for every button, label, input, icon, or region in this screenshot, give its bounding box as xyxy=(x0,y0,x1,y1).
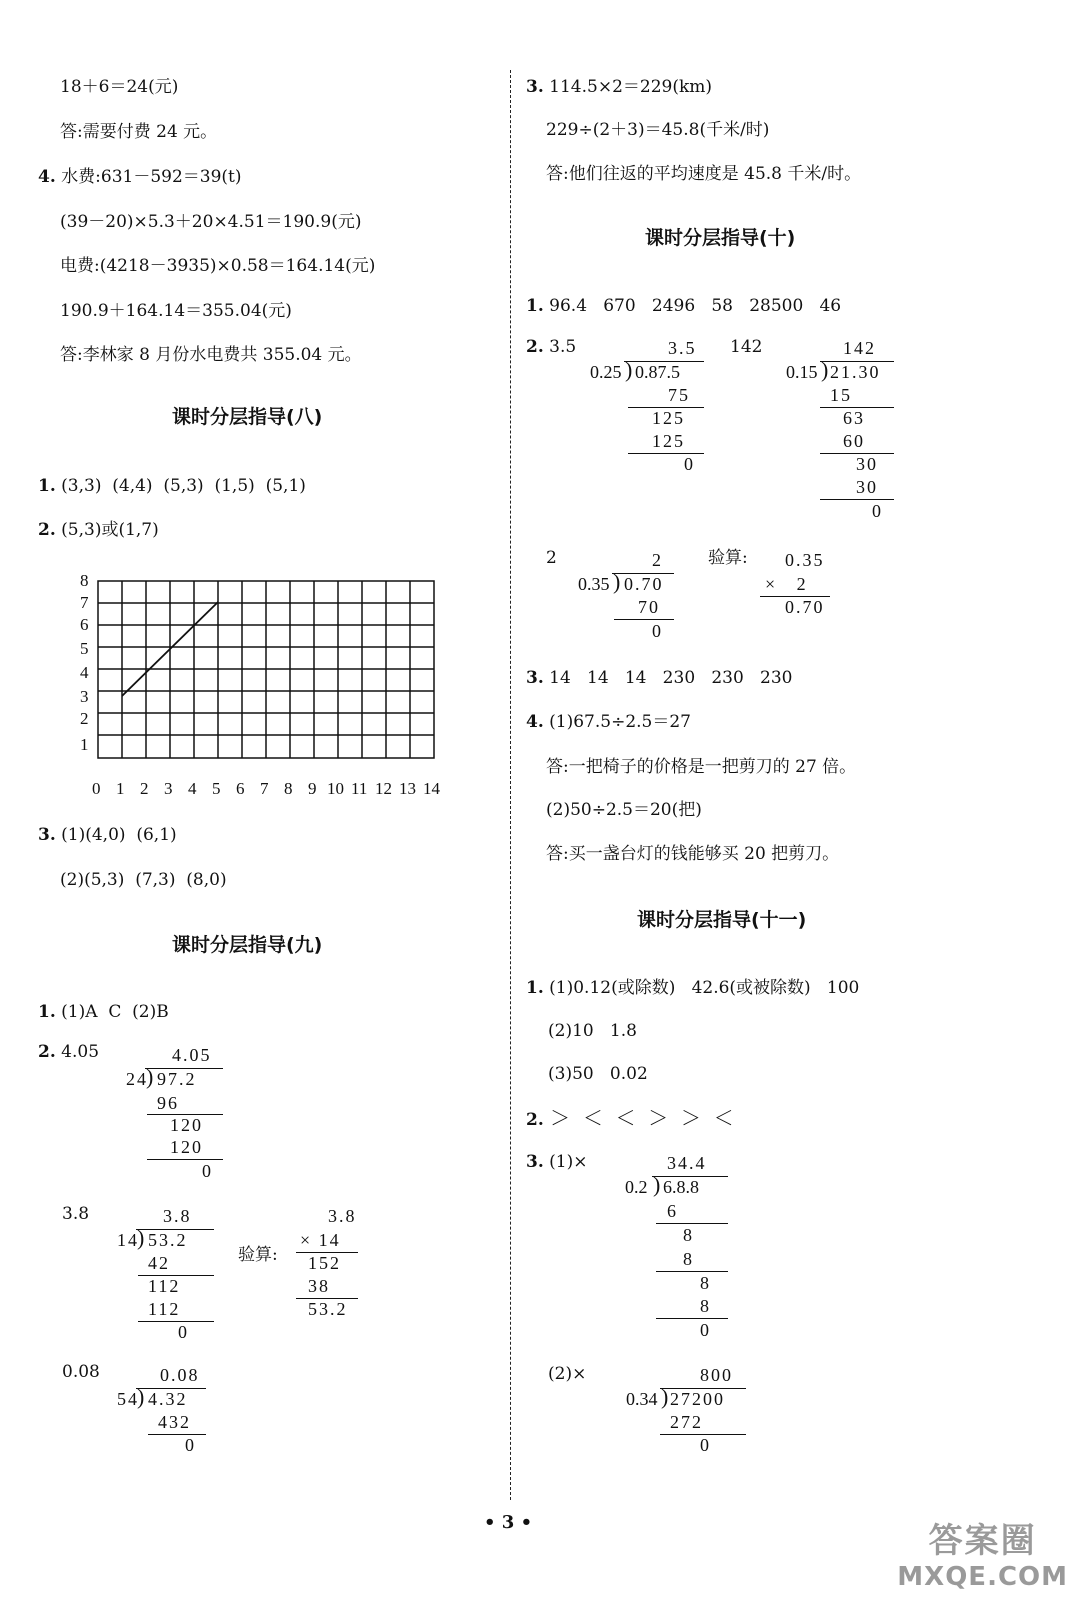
divisor: 0.2 xyxy=(625,1177,648,1197)
step-rule xyxy=(656,1271,728,1272)
division-bracket: ) xyxy=(137,1225,147,1250)
factor: × 14 xyxy=(300,1230,341,1250)
grid-y-label: 5 xyxy=(80,639,89,658)
grid-x-label: 3 xyxy=(164,779,173,798)
dividend: 53.2 xyxy=(148,1230,188,1250)
question-text: 4.05 xyxy=(61,1042,100,1062)
quotient: 0.08 xyxy=(160,1365,200,1385)
calc-line: (2)50÷2.5＝20(把) xyxy=(546,800,702,820)
step: 125 xyxy=(652,431,685,451)
step-rule xyxy=(614,619,674,620)
step: 6 xyxy=(667,1201,678,1221)
grid-x-label: 7 xyxy=(260,779,269,798)
question-text: (5,3)或(1,7) xyxy=(61,520,159,540)
watermark-logo xyxy=(897,1513,1068,1592)
question-number: 2. xyxy=(38,1042,56,1062)
step: 30 xyxy=(856,477,878,497)
answer-line: (2)10 1.8 xyxy=(548,1021,637,1041)
division-bracket: ) xyxy=(653,1172,663,1197)
grid-x-label: 11 xyxy=(351,779,368,798)
answer-value: 3.8 xyxy=(62,1204,90,1224)
check-label: 验算: xyxy=(238,1245,278,1265)
grid-x-label: 9 xyxy=(308,779,317,798)
dividend: 0.70 xyxy=(624,574,664,594)
dividend: 6.8.8 xyxy=(663,1177,699,1197)
question-text: ＞ ＜ ＜ ＞ ＞ ＜ xyxy=(550,1106,734,1130)
question-number: 3. xyxy=(526,77,544,97)
answer-value: 2 xyxy=(546,548,557,568)
factor: 3.8 xyxy=(328,1206,357,1226)
grid-x-label: 12 xyxy=(375,779,392,798)
grid-y-label: 3 xyxy=(80,687,89,706)
s8-question-2 xyxy=(38,522,159,539)
step: 8 xyxy=(700,1296,711,1316)
remainder: 0 xyxy=(178,1322,189,1342)
step: 75 xyxy=(668,385,690,405)
question-text: 114.5×2＝229(km) xyxy=(549,77,713,97)
answer-line: (2)(5,3) (7,3) (8,0) xyxy=(60,870,227,890)
product: 0.70 xyxy=(785,597,825,617)
question-text: (1)A C (2)B xyxy=(61,1002,169,1022)
product: 53.2 xyxy=(308,1299,348,1319)
s10-question-4 xyxy=(526,714,691,731)
quotient: 3.5 xyxy=(668,338,697,358)
watermark-line: 答案圈 xyxy=(928,1521,1037,1561)
quotient: 142 xyxy=(843,338,876,358)
grid-x-label: 6 xyxy=(236,779,245,798)
answer-line: 答:他们往返的平均速度是 45.8 千米/时。 xyxy=(546,164,862,184)
watermark-line: MXQE.COM xyxy=(897,1562,1068,1592)
remainder: 0 xyxy=(872,501,883,521)
s11-question-2 xyxy=(526,1108,734,1129)
question-number: 1. xyxy=(526,296,544,316)
question-number: 3. xyxy=(526,668,544,688)
partial-product: 152 xyxy=(308,1253,341,1273)
step-rule xyxy=(147,1159,223,1160)
question-text: (1)0.12(或除数) 42.6(或被除数) 100 xyxy=(549,978,860,998)
answer-line: 答:需要付费 24 元。 xyxy=(60,122,218,142)
question-text: 3.5 xyxy=(549,337,577,357)
step-rule xyxy=(138,1321,214,1322)
s9-question-2 xyxy=(38,1044,99,1061)
question-text: 水费:631－592＝39(t) xyxy=(61,167,242,187)
step: 8 xyxy=(700,1273,711,1293)
grid-y-label: 2 xyxy=(80,709,89,728)
question-text: (1)(4,0) (6,1) xyxy=(61,825,177,845)
question-text: (1)× xyxy=(549,1152,588,1172)
s10-question-3 xyxy=(526,670,792,687)
step-rule xyxy=(656,1223,728,1224)
grid-x-label: 14 xyxy=(423,779,440,798)
quotient: 3.8 xyxy=(163,1206,192,1226)
step: 112 xyxy=(148,1299,181,1319)
question-number: 1. xyxy=(526,978,544,998)
page-number: • 3 • xyxy=(484,1512,533,1533)
divisor: 24 xyxy=(126,1069,148,1089)
s8-question-1 xyxy=(38,478,306,495)
s8-question-3 xyxy=(38,827,177,844)
grid-y-label: 4 xyxy=(80,663,89,682)
grid-y-label: 1 xyxy=(80,735,89,754)
divisor: 54 xyxy=(117,1389,139,1409)
remainder: 0 xyxy=(700,1435,711,1455)
question-text: (1)67.5÷2.5＝27 xyxy=(549,712,691,732)
step: 125 xyxy=(652,408,685,428)
calc-line: 229÷(2＋3)＝45.8(千米/时) xyxy=(546,120,770,140)
dividend: 21.30 xyxy=(830,362,881,382)
factor: × 2 xyxy=(765,574,808,594)
calc-line: 190.9＋164.14＝355.04(元) xyxy=(60,301,292,321)
column-divider xyxy=(510,70,511,1500)
divisor: 0.34 xyxy=(626,1389,658,1409)
step: 432 xyxy=(158,1412,191,1432)
step: 42 xyxy=(148,1253,170,1273)
quotient: 2 xyxy=(652,550,663,570)
quotient: 4.05 xyxy=(172,1045,212,1065)
grid-y-label: 7 xyxy=(80,593,89,612)
question-number: 4. xyxy=(526,712,544,732)
question-number: 1. xyxy=(38,476,56,496)
division-bracket: ) xyxy=(137,1384,147,1409)
remainder: 0 xyxy=(185,1435,196,1455)
s11-question-3 xyxy=(526,1154,587,1171)
quotient: 34.4 xyxy=(667,1153,707,1173)
question-number: 2. xyxy=(38,520,56,540)
divisor: 0.25 xyxy=(590,362,622,382)
question-number: 4. xyxy=(38,167,56,187)
step-rule xyxy=(656,1318,728,1319)
question-3 xyxy=(526,79,712,96)
remainder: 0 xyxy=(684,454,695,474)
grid-x-label: 5 xyxy=(212,779,221,798)
grid-y-label: 6 xyxy=(80,615,89,634)
step: 120 xyxy=(170,1137,203,1157)
divisor: 0.15 xyxy=(786,362,818,382)
grid-x-label: 0 xyxy=(92,779,101,798)
grid-x-label: 2 xyxy=(140,779,149,798)
division-bracket: ) xyxy=(661,1384,671,1409)
dividend: 0.87.5 xyxy=(635,362,680,382)
divisor: 14 xyxy=(117,1230,139,1250)
step: 30 xyxy=(856,454,878,474)
grid-lines xyxy=(98,581,434,758)
question-number: 3. xyxy=(38,825,56,845)
answer-line: 答:一把椅子的价格是一把剪刀的 27 倍。 xyxy=(546,757,857,777)
step: 120 xyxy=(170,1115,203,1135)
step-rule xyxy=(148,1434,206,1435)
partial-product: 38 xyxy=(308,1276,330,1296)
step: 8 xyxy=(683,1225,694,1245)
answer-value: 142 xyxy=(730,337,763,357)
remainder: 0 xyxy=(700,1320,711,1340)
answer-value: (2)× xyxy=(548,1364,587,1384)
division-bracket: ) xyxy=(821,357,831,382)
answer-line: (3)50 0.02 xyxy=(548,1064,648,1084)
dividend: 97.2 xyxy=(157,1069,197,1089)
grid-x-label: 10 xyxy=(327,779,344,798)
calc-line: 18＋6＝24(元) xyxy=(60,77,179,97)
s11-question-1 xyxy=(526,980,859,997)
grid-x-label: 8 xyxy=(284,779,293,798)
step-rule xyxy=(820,499,894,500)
answer-line: 答:买一盏台灯的钱能够买 20 把剪刀。 xyxy=(546,844,840,864)
question-number: 2. xyxy=(526,1110,544,1130)
answer-line: 答:李林家 8 月份水电费共 355.04 元。 xyxy=(60,345,362,365)
division-bracket: ) xyxy=(613,569,623,594)
question-number: 2. xyxy=(526,337,544,357)
s10-question-2 xyxy=(526,339,576,356)
coordinate-grid xyxy=(72,568,452,808)
question-text: (3,3) (4,4) (5,3) (1,5) (5,1) xyxy=(61,476,306,496)
step: 8 xyxy=(683,1249,694,1269)
dividend: 4.32 xyxy=(148,1389,188,1409)
question-4 xyxy=(38,169,242,186)
question-number: 3. xyxy=(526,1152,544,1172)
division-bracket: ) xyxy=(625,357,635,382)
step: 70 xyxy=(638,597,660,617)
step: 96 xyxy=(157,1093,179,1113)
calc-line: 电费:(4218－3935)×0.58＝164.14(元) xyxy=(60,256,376,276)
section-heading-10: 课时分层指导(十) xyxy=(645,227,796,249)
check-label: 验算: xyxy=(708,548,748,568)
s10-question-1 xyxy=(526,298,841,315)
section-heading-11: 课时分层指导(十一) xyxy=(637,909,807,931)
step: 15 xyxy=(830,385,852,405)
grid-x-label: 1 xyxy=(116,779,125,798)
grid-y-label: 8 xyxy=(80,571,89,590)
divisor: 0.35 xyxy=(578,574,610,594)
step: 112 xyxy=(148,1276,181,1296)
remainder: 0 xyxy=(202,1161,213,1181)
grid-x-label: 4 xyxy=(188,779,197,798)
step: 272 xyxy=(670,1412,703,1432)
s9-question-1 xyxy=(38,1004,169,1021)
dividend: 27200 xyxy=(670,1389,725,1409)
calc-line: (39－20)×5.3＋20×4.51＝190.9(元) xyxy=(60,212,362,232)
division-bracket: ) xyxy=(146,1064,156,1089)
remainder: 0 xyxy=(652,621,663,641)
quotient: 800 xyxy=(700,1365,733,1385)
factor: 0.35 xyxy=(785,550,825,570)
question-number: 1. xyxy=(38,1002,56,1022)
section-heading-8: 课时分层指导(八) xyxy=(172,406,323,428)
grid-x-label: 13 xyxy=(399,779,416,798)
section-heading-9: 课时分层指导(九) xyxy=(172,934,323,956)
question-text: 14 14 14 230 230 230 xyxy=(549,668,793,688)
step: 60 xyxy=(843,431,865,451)
step: 63 xyxy=(843,408,865,428)
question-text: 96.4 670 2496 58 28500 46 xyxy=(549,296,842,316)
answer-value: 0.08 xyxy=(62,1362,100,1382)
